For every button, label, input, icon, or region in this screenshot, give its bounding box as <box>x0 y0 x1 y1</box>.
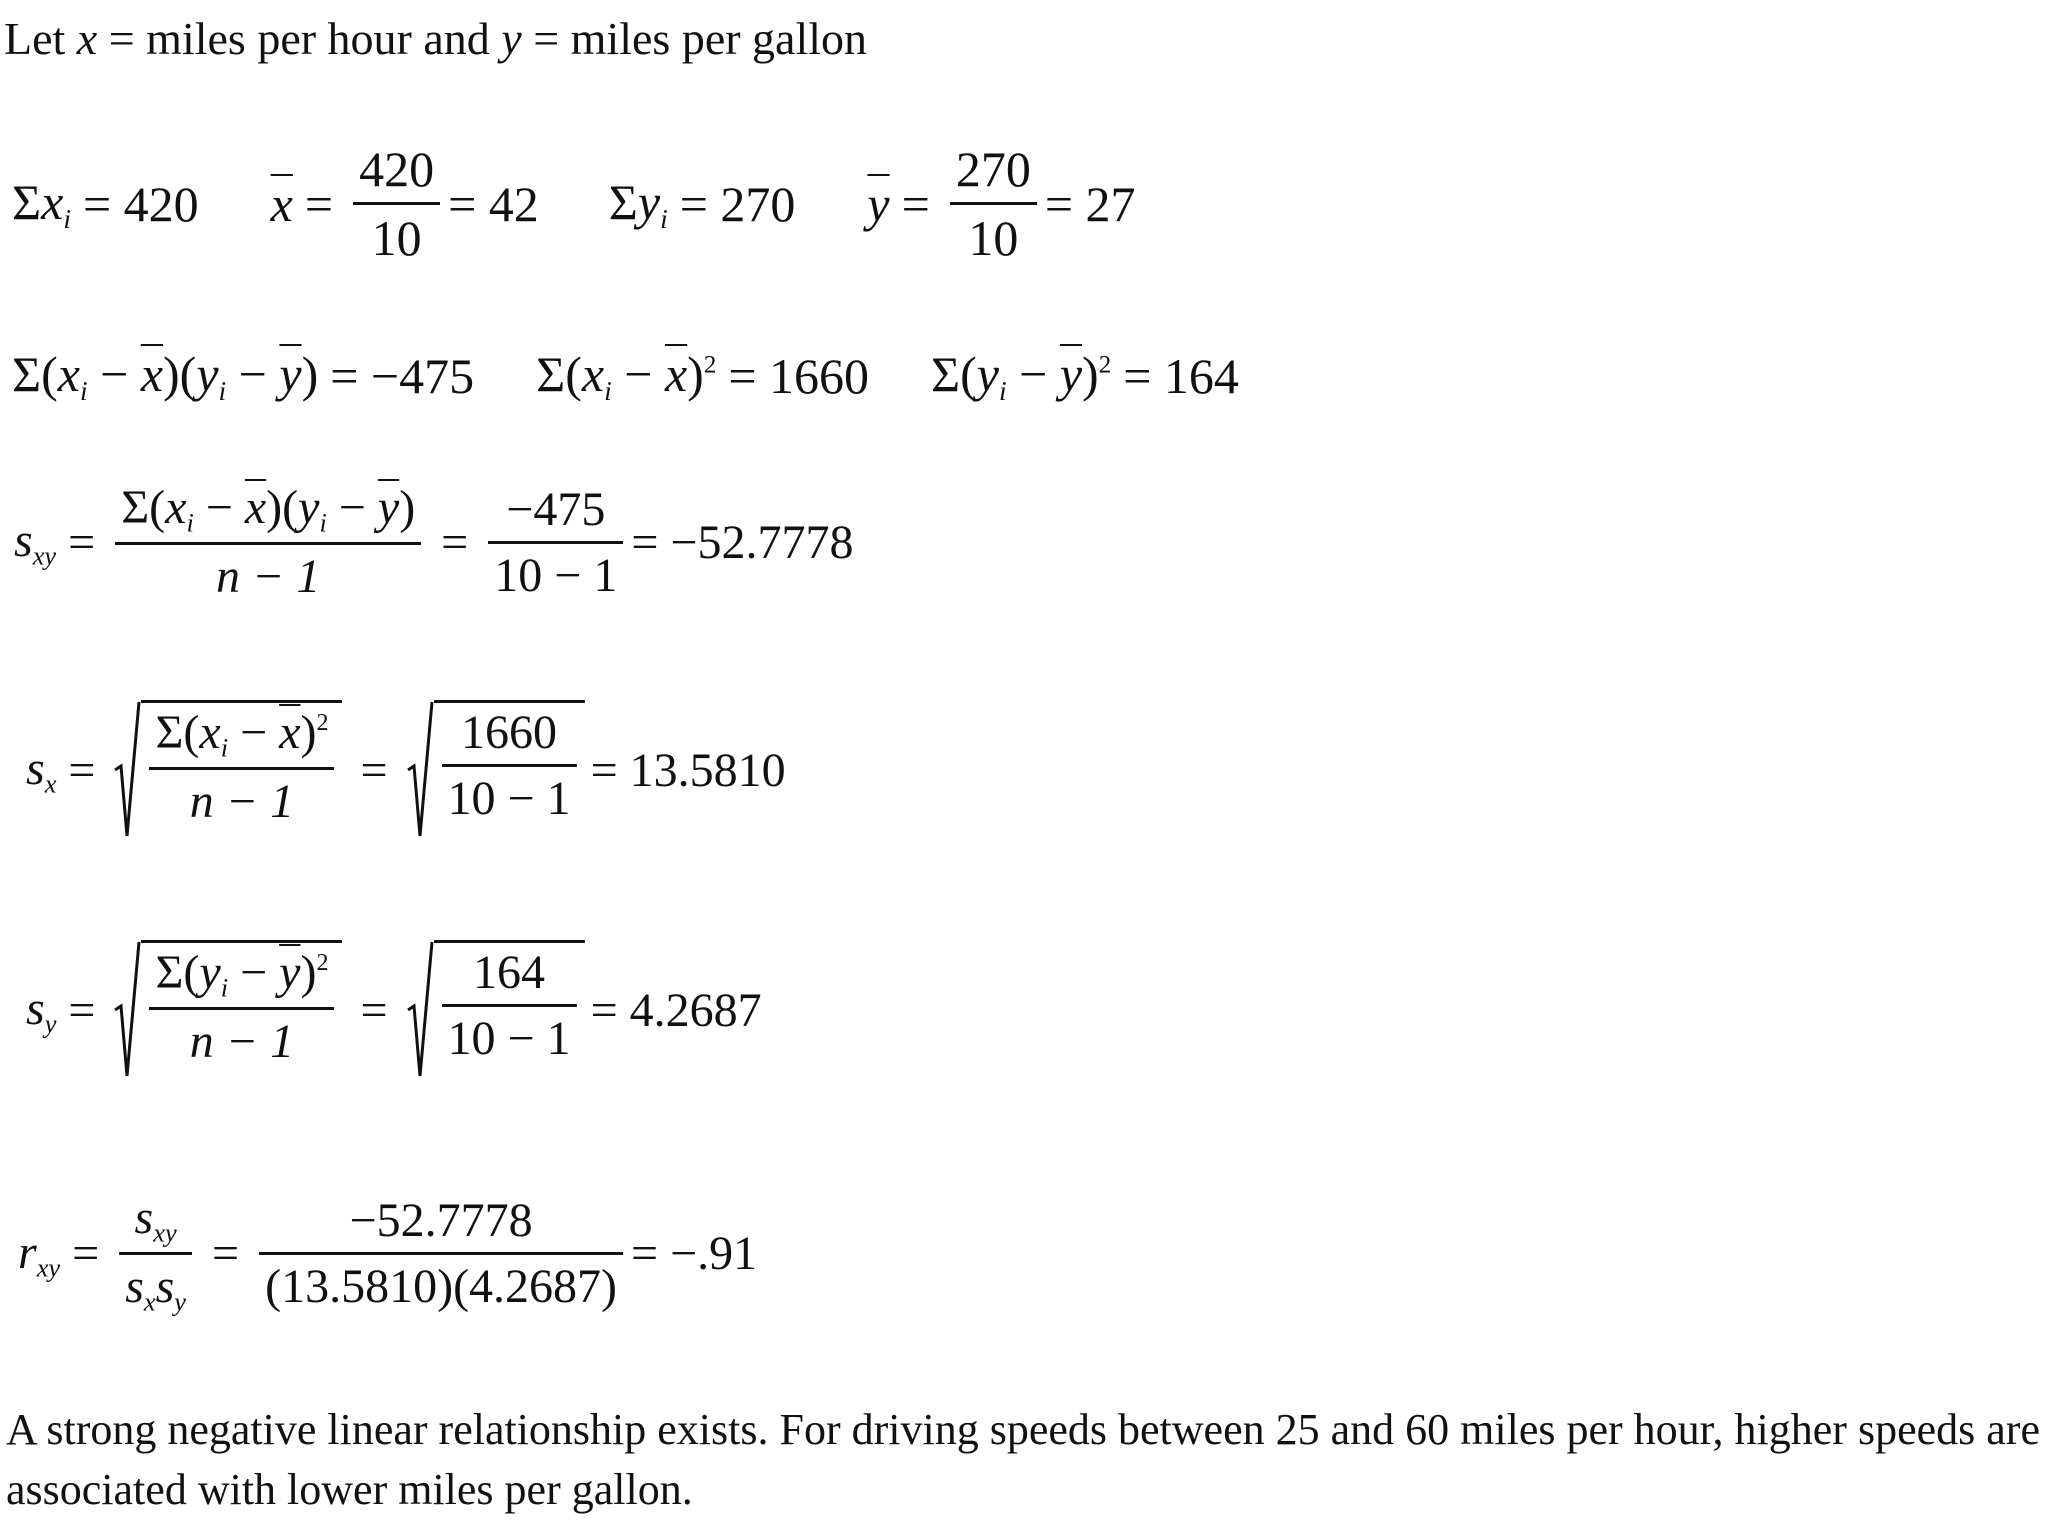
covariance-result: = −52.7778 <box>631 515 854 569</box>
ybar-value: = 27 <box>1044 175 1136 232</box>
conclusion-paragraph: A strong negative linear relationship exists. For driving speeds between 25 and 60 miles per hour, higher speeds are associated with lower miles per gallon. <box>6 1405 2040 1514</box>
sum-y-label: $\Sigma y_i$ <box>608 173 668 234</box>
var-y: y <box>501 13 522 64</box>
ybar-symbol: $\overline{y}$ <box>867 175 890 232</box>
sd-x-numerator: 1660 <box>461 706 558 759</box>
correlation-numeric <box>259 1193 623 1314</box>
xbar-numerator: 420 <box>359 141 435 197</box>
radical-sign-icon <box>406 940 434 1080</box>
sd-y-formula-root: $\frac{\Sigma(y_i - \overline{y})^2}{n - 1}$ <box>113 940 342 1080</box>
rxy-symbol: $r_{xy}$ <box>18 1225 61 1283</box>
sd-x-formula-root: $\frac{\Sigma(x_i - \overline{x})^2}{n - 1}$ <box>113 700 342 840</box>
let-word: Let <box>4 13 66 64</box>
sums-and-means: $\Sigma x_i$ = 420 $\overline{x}$ = $\frac{420}{10}$ = 42 $\Sigma y_i$ = 270 $\overline{y}$ = $\frac{270}{10}$ = 27 <box>12 141 1136 266</box>
covariance-numerator: −475 <box>506 482 606 536</box>
covariance-denominator: 10 − 1 <box>494 548 618 602</box>
radical-sign-icon <box>113 700 141 840</box>
sd-y-result: = 4.2687 <box>590 983 762 1037</box>
sum-y-value: = 270 <box>679 175 796 232</box>
sxy-symbol: $s_{xy}$ <box>14 514 57 571</box>
correlation-denominator: (13.5810)(4.2687) <box>265 1260 618 1314</box>
y-meaning: = miles per gallon <box>533 13 868 64</box>
syy-sum-label: $\Sigma(y_i - \overline{y})^2$ <box>931 346 1112 406</box>
sd-y-numerator: 164 <box>473 946 546 999</box>
sd-x-denominator: 10 − 1 <box>447 772 571 825</box>
sy-symbol: $s_y$ <box>26 981 57 1039</box>
covariance-numeric <box>488 482 623 603</box>
sd-y-numeric-root <box>406 940 585 1080</box>
radical-sign-icon <box>113 940 141 1080</box>
radical-sign-icon <box>406 700 434 840</box>
x-meaning: = miles per hour and <box>108 13 490 64</box>
xbar-value: = 42 <box>448 175 539 232</box>
xbar-denominator: 10 <box>371 210 422 266</box>
sd-x-formula-denominator: n − 1 <box>189 775 295 829</box>
sxx-sum-value: = 1660 <box>728 347 870 404</box>
sum-x-value: = 420 <box>82 175 199 232</box>
sxy-sum-label: $\Sigma(x_i - \overline{x})(y_i - \overline{y})$ <box>12 346 319 406</box>
sd-y-equation: $s_y$ = $\frac{\Sigma(y_i - \overline{y})^2}{n - 1}$ = $\frac{164}{10 - 1}$ = 4.2687 <box>26 940 762 1080</box>
ybar-denominator: 10 <box>968 210 1019 266</box>
ybar-fraction <box>950 140 1037 267</box>
correlation-equation: $r_{xy}$ = $\frac{s_{xy}}{s_xs_y}$ = $\frac{-52.7778}{(13.5810)(4.2687)}$ = −.91 <box>18 1191 758 1317</box>
variable-definition <box>4 13 868 64</box>
sd-x-numeric-root <box>406 700 585 840</box>
sd-x-equation: $s_x$ = $\frac{\Sigma(x_i - \overline{x})^2}{n - 1}$ = $\frac{1660}{10 - 1}$ = 13.5810 <box>26 700 786 840</box>
sxx-sum-label: $\Sigma(x_i - \overline{x})^2$ <box>536 346 717 406</box>
var-x: x <box>76 13 98 64</box>
sxy-sum-value: = −475 <box>330 347 475 404</box>
xbar-fraction <box>353 140 440 267</box>
sum-x-label: $\Sigma x_i$ <box>12 173 71 234</box>
sd-y-formula-denominator: n − 1 <box>189 1015 295 1069</box>
sd-x-result: = 13.5810 <box>590 743 786 797</box>
ybar-numerator: 270 <box>955 141 1031 197</box>
xbar-symbol: $\overline{x}$ <box>270 175 293 232</box>
correlation-numerator: −52.7778 <box>349 1194 533 1248</box>
correlation-result: = −.91 <box>631 1227 758 1281</box>
sx-symbol: $s_x$ <box>26 741 57 799</box>
correlation-formula: $\frac{s_{xy}}{s_xs_y}$ <box>119 1190 192 1318</box>
syy-sum-value: = 164 <box>1123 347 1239 404</box>
covariance-formula-denominator: n − 1 <box>215 550 321 604</box>
covariance-formula: $\frac{\Sigma(x_i - \overline{x})(y_i - \overline{y})}{n - 1}$ <box>115 480 421 604</box>
deviation-sums <box>12 345 1251 407</box>
sd-y-denominator: 10 − 1 <box>447 1012 571 1065</box>
covariance-equation: $s_{xy}$ = $\frac{\Sigma(x_i - \overline{x})(y_i - \overline{y})}{n - 1}$ = $\frac{-475}{10 - 1}$ = −52.7778 <box>14 481 854 604</box>
